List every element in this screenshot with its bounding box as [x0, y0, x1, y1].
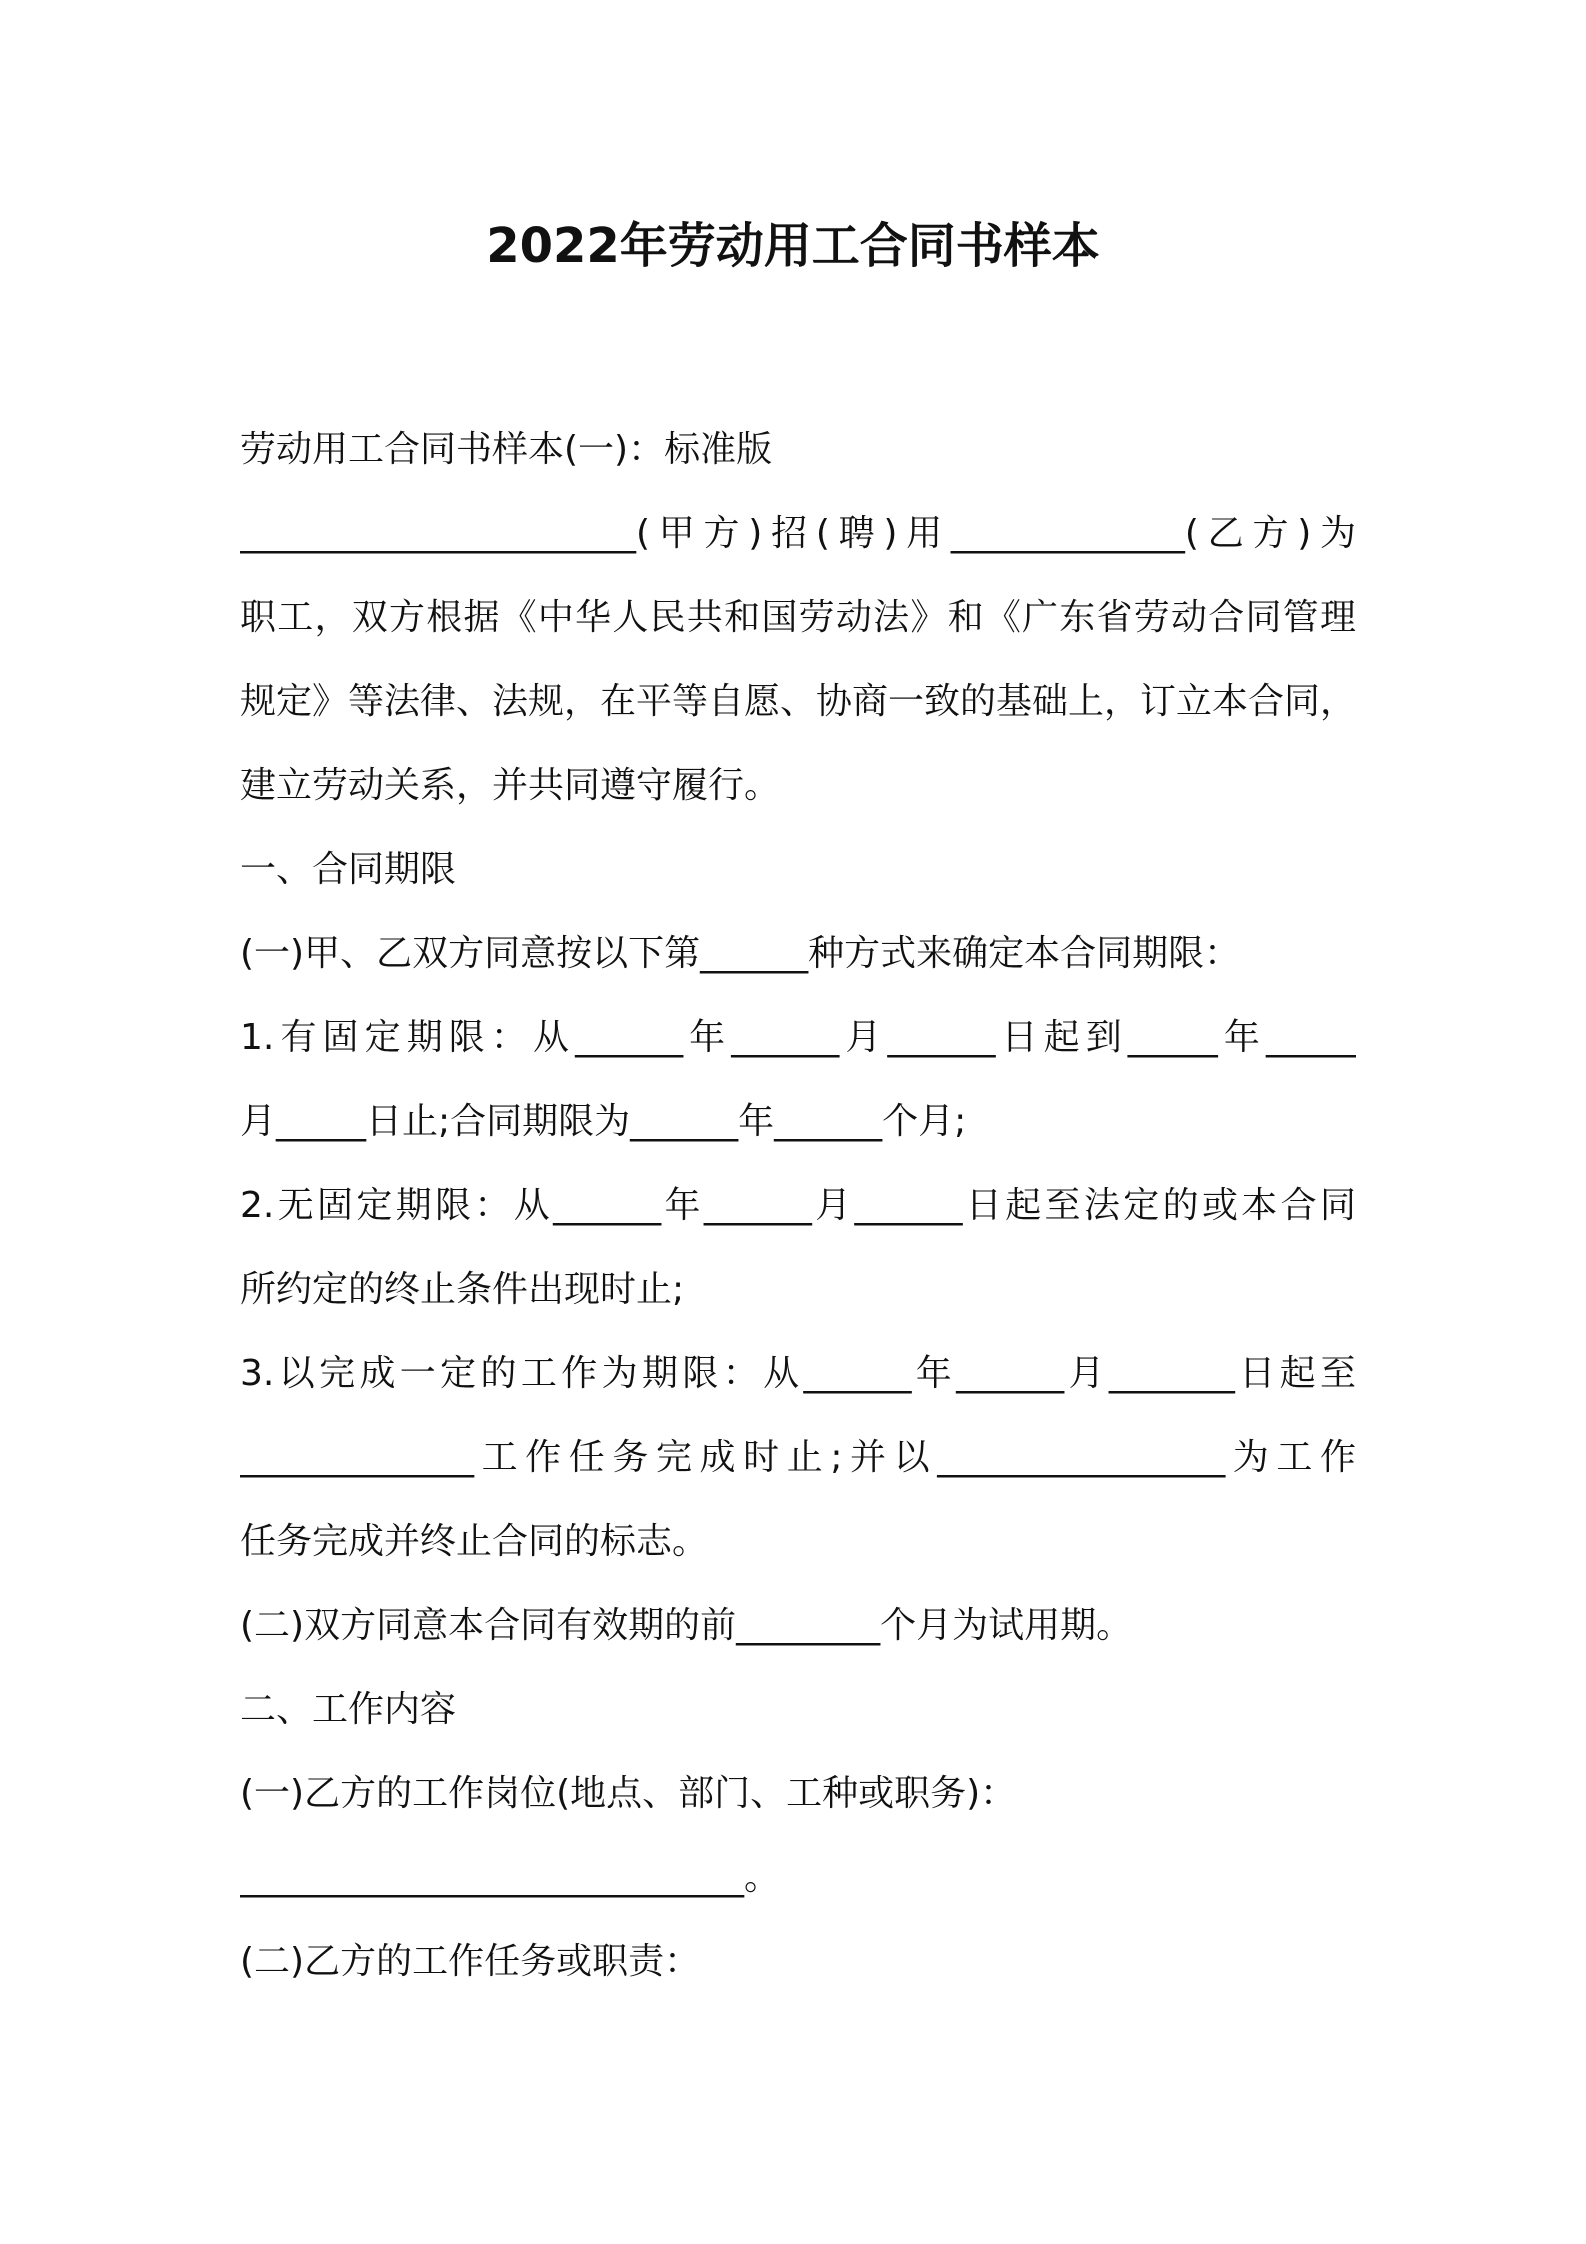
paragraph-line: ______________________(甲方)招(聘)用_____________(乙方)为: [240, 513, 1356, 554]
paragraph-line: 月_____日止;合同期限为______年______个月;: [240, 1101, 967, 1142]
document-title: 2022年劳动用工合同书样本: [486, 218, 1100, 274]
paragraph-line: 建立劳动关系，并共同遵守履行。: [240, 765, 781, 806]
paragraph-line: 3.以完成一定的工作为期限：从______年______月_______日起至: [240, 1353, 1356, 1394]
paragraph-line: (二)乙方的工作任务或职责：: [240, 1941, 701, 1982]
document-body: [240, 408, 1356, 2004]
paragraph-line: 所约定的终止条件出现时止;: [240, 1269, 685, 1310]
paragraph-line: (一)甲、乙双方同意按以下第______种方式来确定本合同期限：: [240, 933, 1241, 974]
paragraph-line: _____________工作任务完成时止;并以________________为工作: [240, 1437, 1356, 1478]
section-heading-contract-term: 一、合同期限: [240, 849, 457, 890]
paragraph-line: 2.无固定期限：从______年______月______日起至法定的或本合同: [240, 1185, 1356, 1226]
paragraph-line: 职工，双方根据《中华人民共和国劳动法》和《广东省劳动合同管理: [240, 597, 1356, 638]
paragraph-line: (二)双方同意本合同有效期的前________个月为试用期。: [240, 1605, 1133, 1646]
paragraph-line: 任务完成并终止合同的标志。: [240, 1521, 709, 1562]
paragraph-line: ____________________________。: [240, 1857, 780, 1898]
paragraph-line: (一)乙方的工作岗位(地点、部门、工种或职务)：: [240, 1773, 1017, 1814]
paragraph-line: 规定》等法律、法规，在平等自愿、协商一致的基础上，订立本合同，: [240, 681, 1356, 722]
section-heading-version: 劳动用工合同书样本(一)：标准版: [240, 429, 773, 470]
paragraph-line: 1.有固定期限：从______年______月______日起到_____年_____: [240, 1017, 1356, 1058]
section-heading-work-content: 二、工作内容: [240, 1689, 457, 1730]
